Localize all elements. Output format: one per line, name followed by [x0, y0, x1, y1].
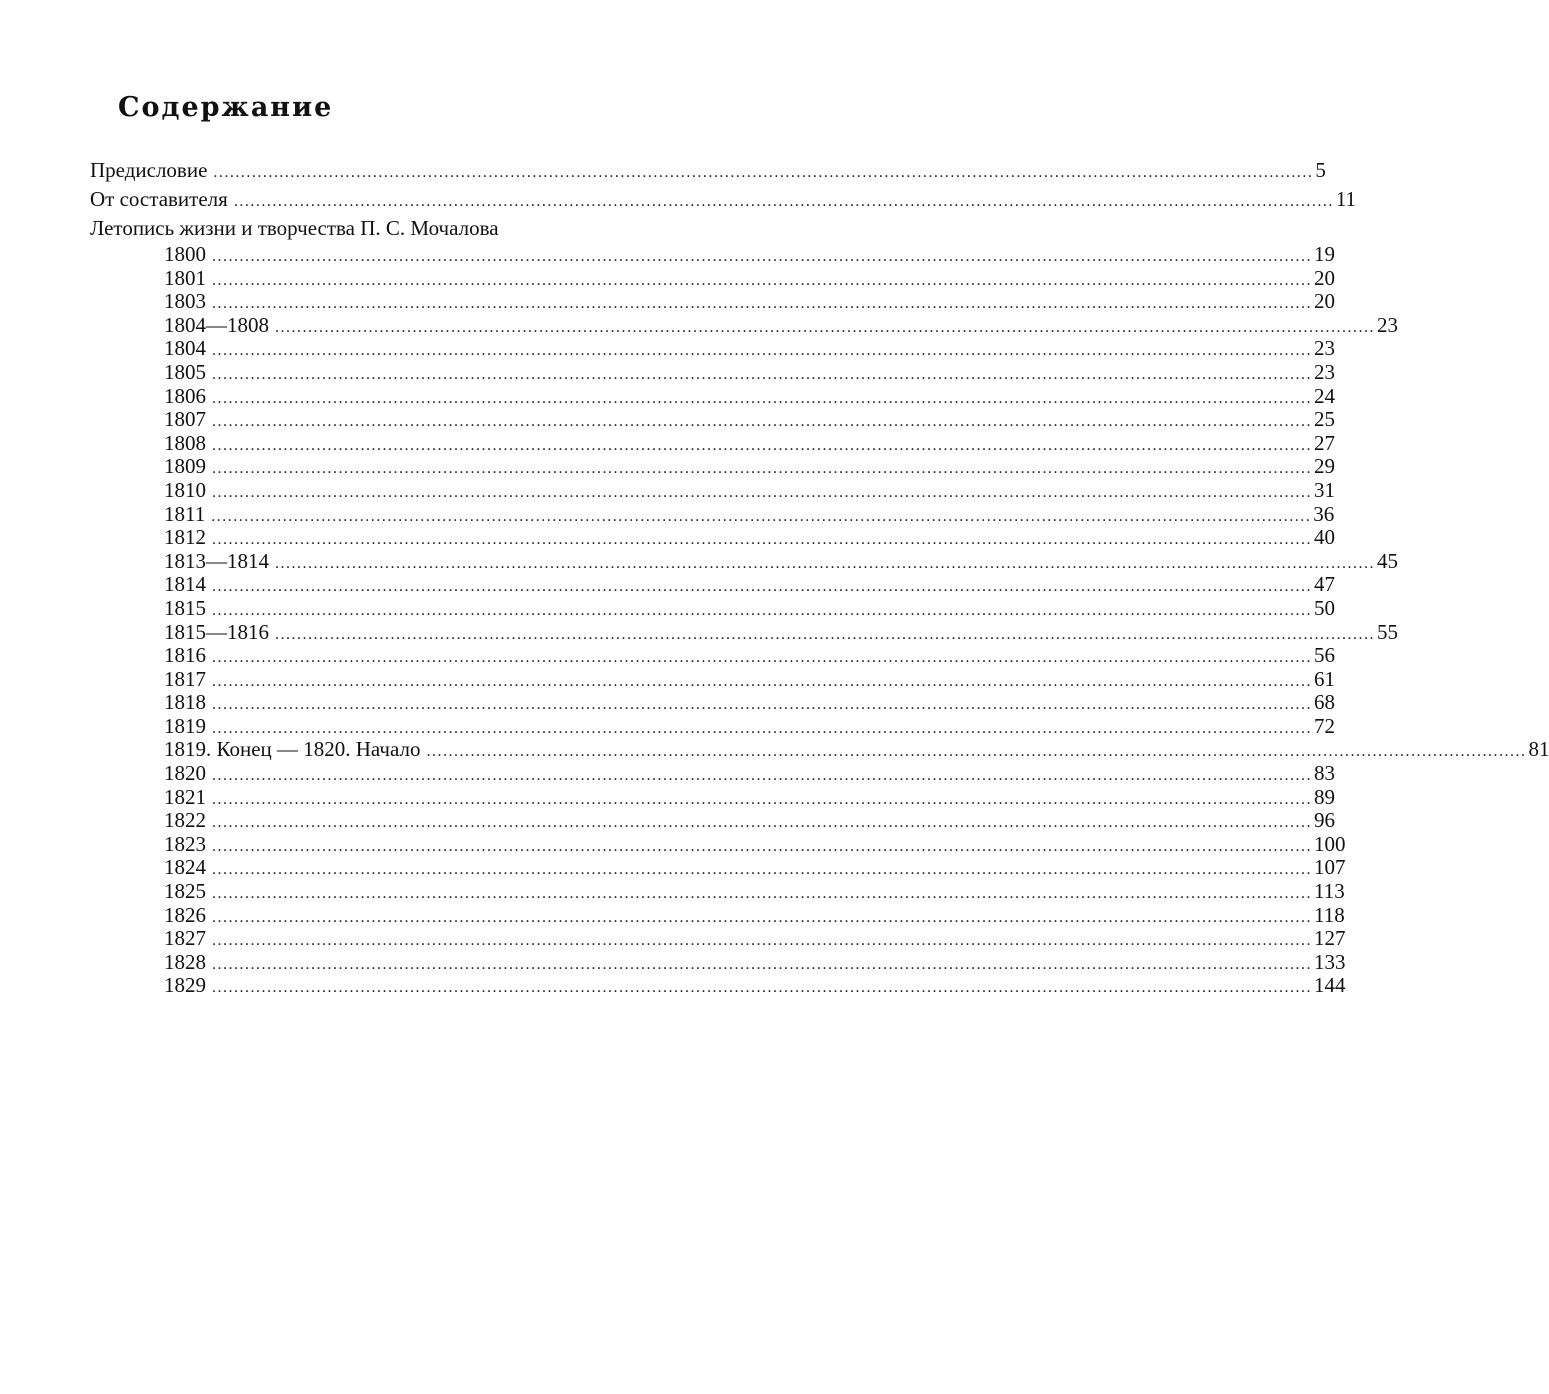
toc-year-page: 83 [1314, 761, 1335, 786]
toc-year-entry[interactable] [90, 879, 1345, 904]
toc-year-label: 1813—1814 [164, 548, 269, 573]
leader-dots: ........................................................................................................................................................................................................ [212, 837, 1312, 855]
leader-dots: ........................................................................................................................................................................................................ [212, 413, 1312, 431]
toc-year-label: 1819. Конец — 1820. Начало [164, 737, 421, 762]
section-heading-label: Летопись жизни и творчества П. С. Мочалова [90, 216, 499, 240]
toc-year-page: 27 [1314, 430, 1335, 455]
toc-year-entry[interactable] [90, 595, 1335, 621]
toc-year-label: 1805 [164, 359, 206, 384]
toc-year-entry[interactable] [90, 383, 1335, 409]
toc-year-entry[interactable] [90, 855, 1346, 880]
toc-year-label: 1818 [164, 690, 206, 715]
toc-year-label: 1819 [164, 713, 206, 738]
leader-dots: ........................................................................................................................................................................................................ [212, 389, 1312, 407]
toc-year-page: 20 [1314, 265, 1335, 290]
leader-dots: ........................................................................................................................................................................................................ [275, 625, 1375, 643]
toc-year-label: 1822 [164, 808, 206, 833]
leader-dots: ........................................................................................................................................................................................................ [212, 979, 1312, 997]
toc-year-entry[interactable] [90, 477, 1335, 503]
toc-year-label: 1826 [164, 902, 206, 927]
toc-year-entry[interactable] [90, 312, 1398, 338]
toc-year-entry[interactable] [90, 407, 1335, 432]
leader-dots: ........................................................................................................................................................................................................ [233, 193, 1334, 210]
toc-year-page: 25 [1314, 407, 1335, 432]
toc-year-entry[interactable] [90, 690, 1335, 715]
toc-year-entry[interactable] [90, 525, 1335, 550]
toc-year-label: 1823 [164, 831, 206, 856]
toc-year-entry[interactable] [90, 265, 1335, 291]
toc-year-page: 96 [1314, 808, 1335, 833]
toc-year-entry[interactable] [90, 737, 1549, 762]
toc-year-entry[interactable] [90, 713, 1335, 739]
leader-dots: ........................................................................................................................................................................................................ [212, 672, 1312, 690]
toc-year-label: 1806 [164, 383, 206, 408]
toc-year-entry[interactable] [90, 430, 1335, 456]
toc-year-entry[interactable] [90, 808, 1335, 833]
toc-year-page: 56 [1314, 643, 1335, 668]
year-entries [90, 242, 1549, 998]
toc-year-page: 55 [1377, 619, 1398, 644]
toc-entry-page: 5 [1315, 158, 1326, 182]
toc-year-entry[interactable] [90, 643, 1335, 668]
toc-year-label: 1803 [164, 289, 206, 314]
toc-year-label: 1804 [164, 336, 206, 361]
page-title: Содержание [118, 92, 334, 123]
toc-entry[interactable] [90, 185, 1357, 214]
toc-year-entry[interactable] [90, 831, 1346, 857]
leader-dots: ........................................................................................................................................................................................................ [212, 955, 1312, 973]
toc-entry-label: От составителя [90, 187, 228, 211]
leader-dots: ........................................................................................................................................................................................................ [212, 696, 1312, 714]
toc-year-page: 45 [1377, 548, 1398, 573]
leader-dots: ........................................................................................................................................................................................................ [212, 861, 1312, 879]
toc-year-label: 1827 [164, 926, 206, 951]
leader-dots: ........................................................................................................................................................................................................ [212, 908, 1312, 926]
leader-dots: ........................................................................................................................................................................................................ [275, 554, 1375, 572]
toc-year-page: 23 [1314, 336, 1335, 361]
toc-year-label: 1810 [164, 477, 206, 502]
toc-year-entry[interactable] [90, 359, 1335, 385]
leader-dots: ........................................................................................................................................................................................................ [212, 719, 1312, 737]
toc-year-label: 1811 [164, 501, 206, 526]
toc-year-label: 1814 [164, 572, 206, 597]
toc-year-entry[interactable] [90, 289, 1335, 314]
toc-year-page: 144 [1314, 973, 1346, 998]
toc-year-page: 23 [1377, 312, 1398, 337]
toc-year-entry[interactable] [90, 336, 1335, 361]
toc-year-label: 1808 [164, 430, 206, 455]
leader-dots: ........................................................................................................................................................................................................ [212, 932, 1312, 950]
toc-year-label: 1815 [164, 595, 206, 620]
toc-year-label: 1821 [164, 784, 206, 809]
toc-year-label: 1816 [164, 643, 206, 668]
toc-year-label: 1817 [164, 666, 206, 691]
toc-year-entry[interactable] [90, 548, 1398, 574]
toc-year-label: 1828 [164, 949, 206, 974]
toc-year-entry[interactable] [90, 949, 1346, 975]
leader-dots: ........................................................................................................................................................................................................ [212, 436, 1312, 454]
toc-year-page: 29 [1314, 454, 1335, 479]
leader-dots: ........................................................................................................................................................................................................ [212, 342, 1312, 360]
leader-dots: ........................................................................................................................................................................................................ [426, 743, 1527, 761]
leader-dots: ........................................................................................................................................................................................................ [275, 318, 1375, 336]
toc-year-label: 1801 [164, 265, 206, 290]
leader-dots: ........................................................................................................................................................................................................ [212, 483, 1312, 501]
toc-year-page: 31 [1314, 477, 1335, 502]
toc-section-heading[interactable] [90, 214, 882, 243]
toc-year-label: 1829 [164, 973, 206, 998]
toc-year-page: 47 [1314, 572, 1335, 597]
toc-year-page: 20 [1314, 289, 1335, 314]
leader-dots: ........................................................................................................................................................................................................ [212, 649, 1312, 667]
leader-dots: ........................................................................................................................................................................................................ [212, 767, 1312, 785]
toc-entry[interactable] [90, 156, 1326, 185]
leader-dots: ........................................................................................................................................................................................................ [212, 578, 1312, 596]
toc-year-page: 40 [1314, 525, 1335, 550]
toc-year-entry[interactable] [90, 926, 1346, 951]
leader-dots: ........................................................................................................................................................................................................ [212, 248, 1312, 265]
toc-year-page: 113 [1314, 879, 1345, 904]
toc-year-page: 23 [1314, 359, 1335, 384]
toc-year-label: 1825 [164, 879, 206, 904]
toc-year-page: 133 [1314, 949, 1346, 974]
leader-dots: ........................................................................................................................................................................................................ [212, 271, 1312, 289]
toc-year-label: 1809 [164, 454, 206, 479]
toc-year-page: 100 [1314, 831, 1346, 856]
toc-year-page: 118 [1314, 902, 1345, 927]
toc-year-page: 127 [1314, 926, 1346, 951]
toc-year-page: 61 [1314, 666, 1335, 691]
toc-year-entry[interactable] [90, 761, 1335, 786]
leader-dots: ........................................................................................................................................................................................................ [213, 164, 1314, 181]
toc-entry-label: Предисловие [90, 158, 208, 182]
leader-dots: ........................................................................................................................................................................................................ [211, 507, 1312, 525]
toc-year-entry[interactable] [90, 501, 1335, 527]
toc-year-entry[interactable] [90, 619, 1398, 645]
toc-year-label: 1824 [164, 855, 206, 880]
toc-year-page: 89 [1314, 784, 1335, 809]
leader-dots: ........................................................................................................................................................................................................ [212, 295, 1312, 313]
leader-dots: ........................................................................................................................................................................................................ [212, 885, 1312, 903]
toc-year-page: 50 [1314, 595, 1335, 620]
toc-year-entry[interactable] [90, 242, 1335, 267]
toc-year-label: 1800 [164, 242, 206, 266]
toc-year-page: 19 [1314, 242, 1335, 266]
toc-year-page: 72 [1314, 713, 1335, 738]
leader-dots: ........................................................................................................................................................................................................ [212, 790, 1312, 808]
leader-dots: ........................................................................................................................................................................................................ [212, 601, 1312, 619]
toc-year-entry[interactable] [90, 572, 1335, 597]
toc-year-page: 68 [1314, 690, 1335, 715]
toc-year-page: 24 [1314, 383, 1335, 408]
table-of-contents [90, 156, 1549, 998]
toc-year-page: 81 [1528, 737, 1549, 762]
toc-entry-page: 11 [1335, 187, 1357, 211]
toc-year-label: 1815—1816 [164, 619, 269, 644]
toc-year-page: 107 [1314, 855, 1346, 880]
toc-year-entry[interactable] [90, 784, 1335, 810]
toc-year-entry[interactable] [90, 666, 1335, 692]
toc-year-page: 36 [1313, 501, 1335, 526]
toc-year-entry[interactable] [90, 454, 1335, 479]
leader-dots: ........................................................................................................................................................................................................ [212, 460, 1312, 478]
toc-year-label: 1807 [164, 407, 206, 432]
toc-year-entry[interactable] [90, 902, 1345, 928]
toc-year-entry[interactable] [90, 973, 1346, 998]
leader-dots: ........................................................................................................................................................................................................ [212, 531, 1312, 549]
toc-year-label: 1820 [164, 761, 206, 786]
toc-year-label: 1804—1808 [164, 312, 269, 337]
toc-year-label: 1812 [164, 525, 206, 550]
leader-dots: ........................................................................................................................................................................................................ [212, 365, 1312, 383]
leader-dots: ........................................................................................................................................................................................................ [212, 814, 1312, 832]
